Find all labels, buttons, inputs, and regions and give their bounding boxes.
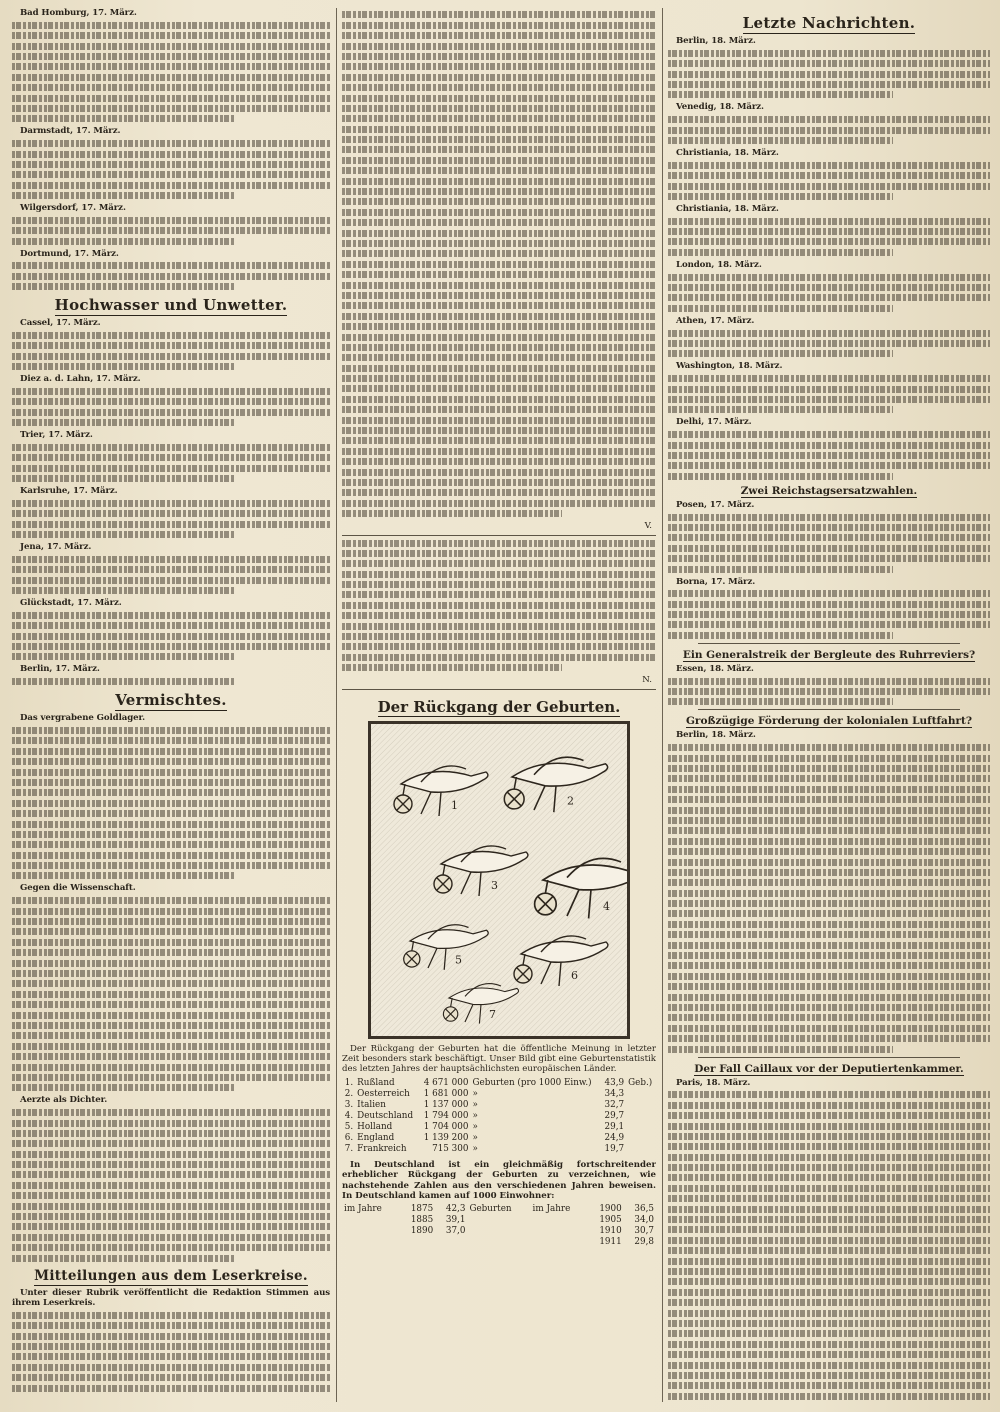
figure-label: 3 xyxy=(491,878,498,892)
births-cell: 4. xyxy=(344,1110,354,1121)
section-heading: Hochwasser und Unwetter. xyxy=(54,296,288,315)
figure-title: Der Rückgang der Geburten. xyxy=(377,697,621,716)
dateline: Washington, 18. März. xyxy=(676,361,783,372)
news-item xyxy=(12,486,330,538)
section-heading: Vermischtes. xyxy=(115,691,227,710)
births-cell: 7. xyxy=(344,1143,354,1154)
births-cell: 1. xyxy=(344,1077,354,1088)
news-item xyxy=(12,8,330,122)
figure-label: 4 xyxy=(603,899,610,913)
item-title: Das vergrabene Goldlager. xyxy=(20,713,146,724)
years-cell: 1905 xyxy=(599,1215,622,1226)
births-row: 4. Deutschland 1 794 000 » 29,7 xyxy=(342,1111,656,1122)
section-heading: Letzte Nachrichten. xyxy=(742,14,916,32)
years-cell: 1885 xyxy=(410,1215,434,1226)
births-cell: Geburten (pro 1000 Einw.) xyxy=(472,1077,592,1088)
births-cell: 1 794 000 xyxy=(423,1110,469,1121)
dateline: London, 18. März. xyxy=(676,259,762,270)
births-cell: 1 137 000 xyxy=(423,1099,469,1110)
years-cell: 29,8 xyxy=(634,1237,654,1248)
births-cell: 1 139 200 xyxy=(423,1132,469,1143)
dateline: Essen, 18. März. xyxy=(676,663,754,674)
births-cell: 6. xyxy=(344,1132,354,1143)
years-row xyxy=(342,1226,656,1237)
news-item xyxy=(12,542,330,594)
news-item xyxy=(668,500,990,573)
dateline: Darmstadt, 17. März. xyxy=(20,126,121,137)
births-cell: Frankreich xyxy=(357,1143,407,1154)
years-cell: 1890 xyxy=(410,1226,434,1237)
births-cell: Holland xyxy=(357,1121,393,1132)
news-item xyxy=(668,664,990,706)
figure-label: 1 xyxy=(451,798,458,812)
births-cell: 3. xyxy=(344,1099,354,1110)
news-item xyxy=(668,204,990,256)
news-item xyxy=(668,361,990,413)
years-cell xyxy=(531,1215,588,1226)
years-cell xyxy=(531,1237,588,1248)
years-cell: 39,1 xyxy=(445,1215,466,1226)
dateline: Christiania, 18. März. xyxy=(676,147,779,158)
years-cell xyxy=(467,1226,530,1237)
years-row xyxy=(342,1215,656,1226)
dateline: Diez a. d. Lahn, 17. März. xyxy=(20,374,141,385)
dateline: Dortmund, 17. März. xyxy=(20,248,119,259)
years-cell: 1900 xyxy=(599,1204,622,1215)
dateline: Athen, 17. März. xyxy=(676,315,755,326)
news-item xyxy=(12,430,330,482)
births-cell: 5. xyxy=(344,1121,354,1132)
dateline: Bad Homburg, 17. März. xyxy=(20,8,137,18)
news-item xyxy=(12,249,330,291)
births-cell: England xyxy=(357,1132,395,1143)
births-row: 5. Holland 1 704 000 » 29,1 xyxy=(342,1122,656,1133)
births-cell: 34,3 xyxy=(604,1088,625,1099)
news-item xyxy=(668,316,990,358)
births-cell: 43,9 xyxy=(604,1077,625,1088)
subsection-heading: Großzügige Förderung der kolonialen Luftfahrt? xyxy=(685,715,973,728)
news-item xyxy=(668,102,990,144)
news-item xyxy=(12,598,330,660)
years-row xyxy=(342,1204,656,1215)
birth-decline-illustration xyxy=(368,721,630,1039)
dateline: Christiania, 18. März. xyxy=(676,203,779,214)
births-cell: 19,7 xyxy=(604,1143,625,1154)
years-cell: 30,7 xyxy=(634,1226,654,1237)
years-cell: 37,0 xyxy=(445,1226,466,1237)
years-cell: 42,3 xyxy=(445,1204,466,1215)
years-row xyxy=(342,1237,656,1248)
news-item xyxy=(12,203,330,245)
dateline: Wilgersdorf, 17. März. xyxy=(20,203,126,214)
years-cell: 34,0 xyxy=(634,1215,654,1226)
births-cell: 1 681 000 xyxy=(423,1088,469,1099)
news-item xyxy=(668,260,990,312)
reader-letter xyxy=(342,11,656,530)
subsection-heading: Ein Generalstreik der Bergleute des Ruhrreviers? xyxy=(682,648,976,661)
signature: V. xyxy=(644,520,652,531)
subsection-heading: Zwei Reichstagsersatzwahlen. xyxy=(740,484,918,497)
news-item xyxy=(668,36,990,98)
news-item xyxy=(12,126,330,199)
item-title: Aerzte als Dichter. xyxy=(20,1095,108,1106)
dateline: Berlin, 18. März. xyxy=(676,730,756,741)
dateline: Trier, 17. März. xyxy=(20,430,93,441)
news-item xyxy=(668,148,990,200)
dateline: Cassel, 17. März. xyxy=(20,318,101,329)
years-cell xyxy=(342,1226,399,1237)
figure-label: 7 xyxy=(489,1007,496,1021)
dateline: Glückstadt, 17. März. xyxy=(20,598,122,609)
years-intro: In Deutschland ist ein gleichmäßig fortschreitender erheblicher Rückgang der Geburten zu verzeichnen, wie nachstehende Zahlen aus den verschiedenen Jahren beweisen. In Deutschland kamen auf 1000 Einwohner: xyxy=(342,1159,656,1202)
news-item xyxy=(12,883,330,1091)
births-cell xyxy=(626,1089,656,1100)
births-cell: 29,7 xyxy=(604,1110,625,1121)
news-item xyxy=(668,730,990,1052)
births-cell: Geb.) xyxy=(628,1077,653,1088)
births-cell: 24,9 xyxy=(604,1132,625,1143)
dateline: Paris, 18. März. xyxy=(676,1077,751,1088)
births-cell xyxy=(626,1133,656,1144)
years-cell: Geburten xyxy=(469,1204,512,1215)
rubric-intro: Unter dieser Rubrik veröffentlicht die Redaktion Stimmen aus ihrem Leserkreis. xyxy=(12,1287,330,1308)
dateline: Posen, 17. März. xyxy=(676,499,755,510)
births-cell xyxy=(626,1100,656,1111)
news-item xyxy=(668,1078,990,1402)
years-cell: im Jahre xyxy=(344,1204,382,1215)
years-cell xyxy=(399,1237,435,1248)
dateline: Delhi, 17. März. xyxy=(676,417,752,428)
years-cell: im Jahre xyxy=(532,1204,571,1215)
column-right xyxy=(668,8,990,1402)
dateline: Berlin, 17. März. xyxy=(20,664,100,675)
years-cell: 1911 xyxy=(599,1237,622,1248)
births-cell: 32,7 xyxy=(604,1099,625,1110)
dateline: Venedig, 18. März. xyxy=(676,102,764,113)
births-table xyxy=(342,1078,656,1155)
news-item xyxy=(12,318,330,370)
births-cell xyxy=(626,1122,656,1133)
births-cell xyxy=(626,1111,656,1122)
item-title: Gegen die Wissenschaft. xyxy=(20,883,136,894)
subsection-heading: Der Fall Caillaux vor der Deputiertenkammer. xyxy=(694,1062,964,1075)
births-row xyxy=(342,1078,656,1089)
years-cell xyxy=(467,1237,530,1248)
dateline: Berlin, 18. März. xyxy=(676,36,756,46)
births-row: 3. Italien 1 137 000 » 32,7 xyxy=(342,1100,656,1111)
figure-label: 5 xyxy=(455,953,462,967)
years-cell xyxy=(467,1215,530,1226)
news-item xyxy=(12,713,330,879)
years-cell: 1875 xyxy=(410,1204,434,1215)
section-heading: Mitteilungen aus dem Leserkreise. xyxy=(34,1267,308,1284)
news-item xyxy=(12,1095,330,1261)
dateline: Jena, 17. März. xyxy=(20,542,92,553)
years-cell: 36,5 xyxy=(634,1204,654,1215)
years-table xyxy=(342,1204,656,1248)
news-item xyxy=(12,664,330,685)
signature: N. xyxy=(642,674,652,685)
figure-label: 2 xyxy=(567,794,574,808)
column-left xyxy=(12,8,330,1402)
births-cell xyxy=(626,1144,656,1155)
stork-drawing xyxy=(371,724,627,1036)
figure-label: 6 xyxy=(571,968,578,982)
news-item xyxy=(12,374,330,426)
births-cell: 2. xyxy=(344,1088,354,1099)
column-rule xyxy=(336,8,337,1402)
births-cell: 29,1 xyxy=(604,1121,625,1132)
births-cell: Deutschland xyxy=(357,1110,414,1121)
column-middle xyxy=(342,8,656,1402)
years-cell xyxy=(342,1215,399,1226)
news-item xyxy=(668,577,990,639)
births-row: 2. Oesterreich 1 681 000 » 34,3 xyxy=(342,1089,656,1100)
births-cell: 4 671 000 xyxy=(423,1077,469,1088)
births-cell: 715 300 xyxy=(432,1143,469,1154)
years-cell: 1910 xyxy=(599,1226,622,1237)
dateline: Karlsruhe, 17. März. xyxy=(20,486,118,497)
years-cell xyxy=(435,1237,467,1248)
years-cell xyxy=(531,1226,588,1237)
dateline: Borna, 17. März. xyxy=(676,576,756,587)
news-item xyxy=(668,417,990,479)
births-cell: 1 704 000 xyxy=(423,1121,469,1132)
years-cell xyxy=(342,1237,399,1248)
births-row: 7. Frankreich 715 300 » 19,7 xyxy=(342,1144,656,1155)
figure-caption: Der Rückgang der Geburten hat die öffentliche Meinung in letzter Zeit besonders stark beschäftigt. Unser Bild gibt eine Geburtenstatistik des letzten Jahres der hauptsächlichsten europäischen Länder. xyxy=(342,1043,656,1075)
news-item xyxy=(12,1288,330,1392)
births-cell: Rußland xyxy=(357,1077,395,1088)
reader-letter xyxy=(342,540,656,685)
births-cell: Oesterreich xyxy=(357,1088,410,1099)
column-rule xyxy=(662,8,663,1402)
births-cell: Italien xyxy=(357,1099,386,1110)
births-row: 6. England 1 139 200 » 24,9 xyxy=(342,1133,656,1144)
